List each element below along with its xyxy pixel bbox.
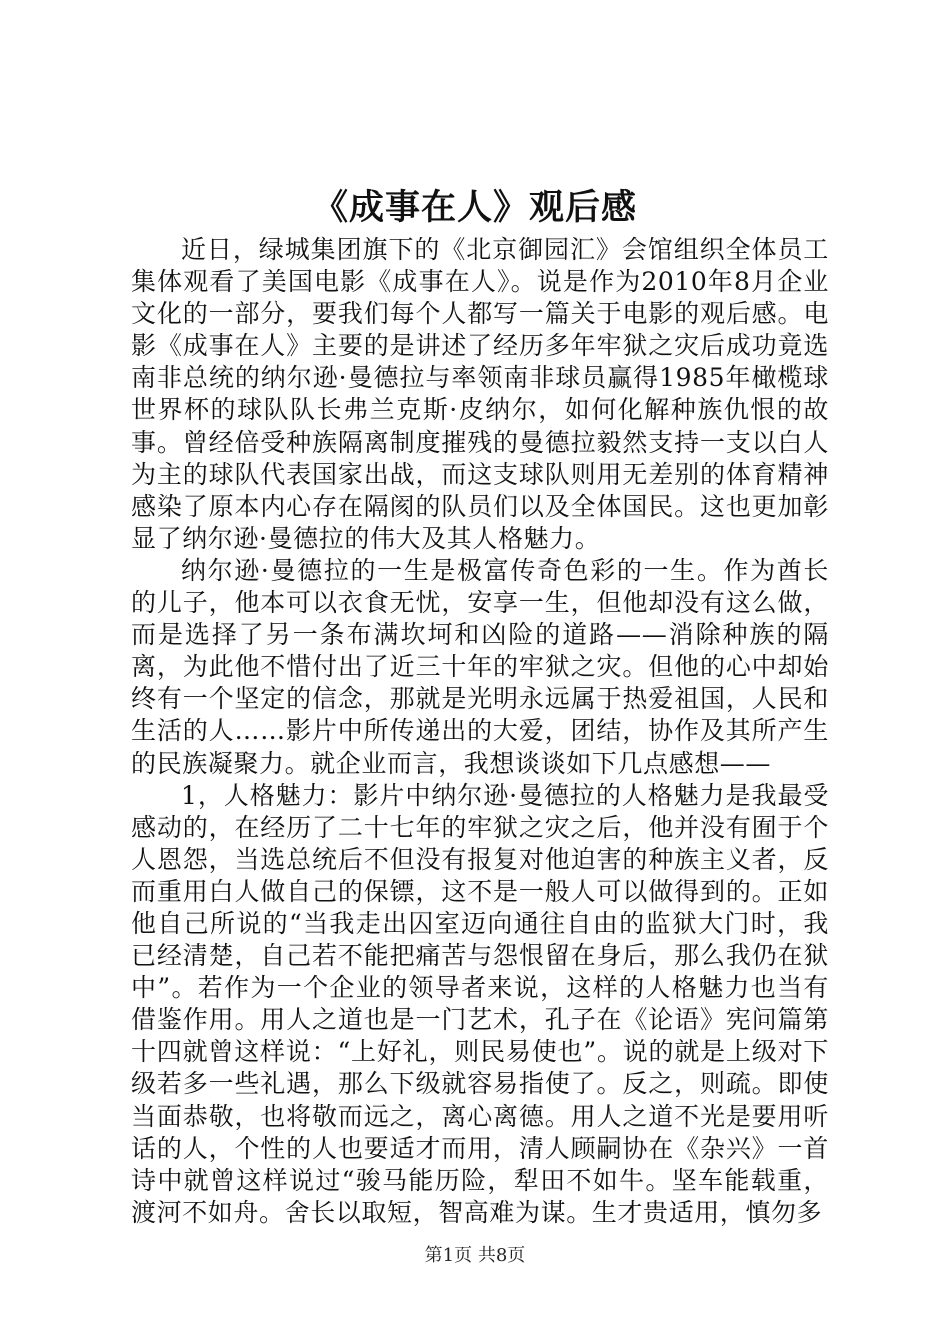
- paragraph-intro: 近日，绿城集团旗下的《北京御园汇》会馆组织全体员工集体观看了美国电影《成事在人》。说是作为2010年8月企业文化的一部分，要我们每个人都写一篇关于电影的观后感。电影《成事在人》主要的是讲述了经历多年牢狱之灾后成功竟选南非总统的纳尔逊·曼德拉与率领南非球员赢得1985年橄榄球世界杯的球队队长弗兰克斯·皮纳尔，如何化解种族仇恨的故事。曾经倍受种族隔离制度摧残的曼德拉毅然支持一支以白人为主的球队代表国家出战，而这支球队则用无差别的体育精神感染了原本内心存在隔阂的队员们以及全体国民。这也更加彰显了纳尔逊·曼德拉的伟大及其人格魅力。: [131, 235, 829, 553]
- document-title: 《成事在人》观后感: [312, 187, 637, 228]
- paragraph-personal-charm: 1，人格魅力：影片中纳尔逊·曼德拉的人格魅力是我最受感动的，在经历了二十七年的牢狱之灾之后，他并没有囿于个人恩怨，当选总统后不但没有报复对他迫害的种族主义者，反而重用白人做自己的保镖，这不是一般人可以做得到的。正如他自己所说的“当我走出囚室迈向通往自由的监狱大门时，我已经清楚，自己若不能把痛苦与怨恨留在身后，那么我仍在狱中”。若作为一个企业的领导者来说，这样的人格魅力也当有借鉴作用。用人之道也是一门艺术，孔子在《论语》宪问篇第十四就曾这样说：“上好礼，则民易使也”。说的就是上级对下级若多一些礼遇，那么下级就容易指使了。反之，则疏。即使当面恭敬，也将敬而远之，离心离德。用人之道不光是要用听话的人，个性的人也要适才而用，清人顾嗣协在《杂兴》一首诗中就曾这样说过“骏马能历险，犁田不如牛。坚车能载重，渡河不如舟。舍长以取短，智高难为谋。生才贵适用，慎勿多: [131, 780, 829, 1227]
- document-body: [131, 234, 829, 1229]
- paragraph-mandela-life: 纳尔逊·曼德拉的一生是极富传奇色彩的一生。作为酋长的儿子，他本可以衣食无忧，安享一生，但他却没有这么做，而是选择了另一条布满坎坷和凶险的道路——消除种族的隔离，为此他不惜付出了近三十年的牢狱之灾。但他的心中却始终有一个坚定的信念，那就是光明永远属于热爱祖国，人民和生活的人……影片中所传递出的大爱，团结，协作及其所产生的民族凝聚力。就企业而言，我想谈谈如下几点感想——: [131, 555, 829, 778]
- page-number-footer: 第1页 共8页: [424, 1245, 526, 1266]
